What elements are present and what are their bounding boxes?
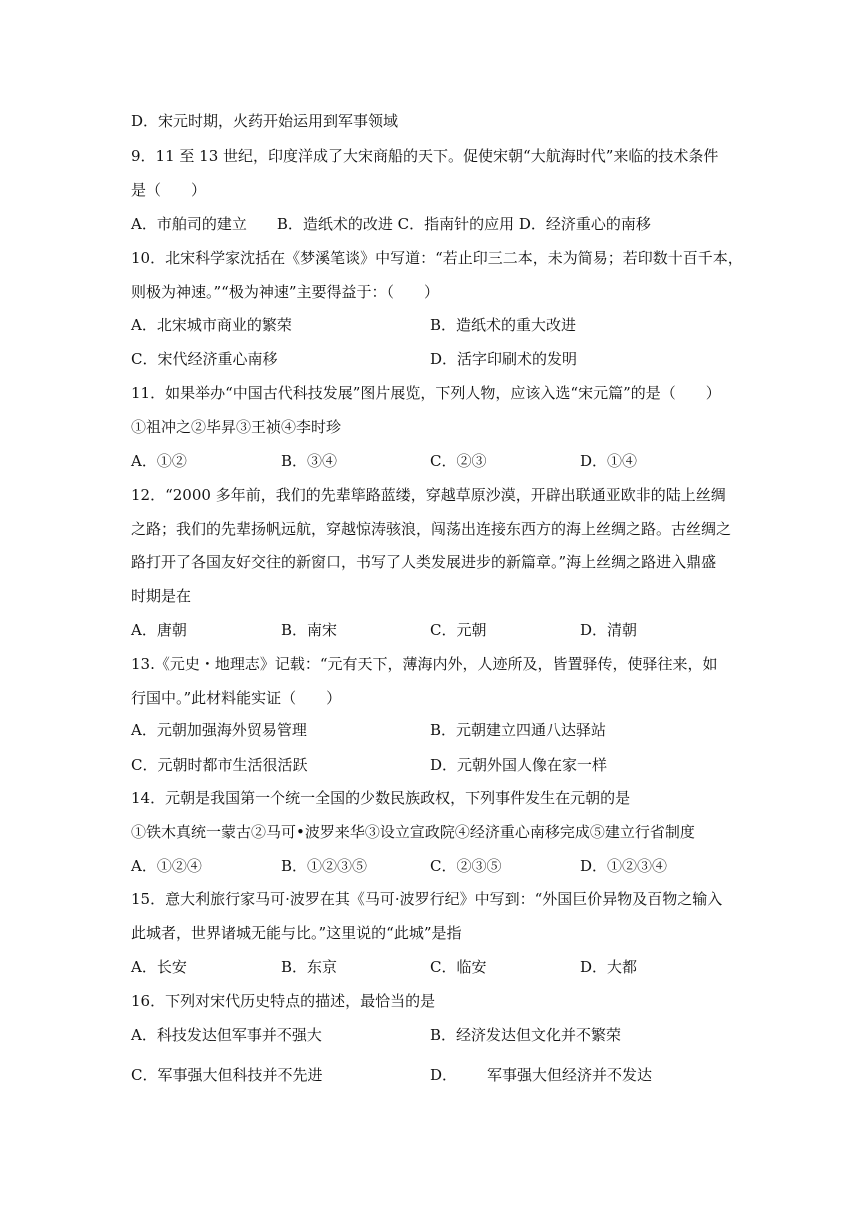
q10-option-b: B．造纸术的重大改进 — [430, 316, 577, 334]
q13-stem-line-1: 13.《元史・地理志》记载：“元有天下，薄海内外，人迹所及，皆置驿传，使驿往来，如 — [131, 655, 718, 673]
q9-stem-line-1: 9．11 至 13 世纪，印度洋成了大宋商船的天下。促使宋朝“大航海时代”来临的技术条件 — [131, 147, 719, 165]
q11-stem: 11．如果举办“中国古代科技发展”图片展览，下列人物，应该入选“宋元篇”的是（ ） — [131, 384, 721, 402]
q12-option-c: C．元朝 — [430, 621, 487, 639]
q13-option-d: D．元朝外国人像在家一样 — [430, 756, 608, 774]
q12-option-a: A．唐朝 — [131, 621, 187, 639]
q12-stem-line-3: 路打开了各国友好交往的新窗口，书写了人类发展进步的新篇章。”海上丝绸之路进入鼎盛 — [131, 553, 717, 571]
q14-option-d: D．①②③④ — [580, 857, 668, 875]
q16-option-b: B．经济发达但文化并不繁荣 — [430, 1026, 622, 1044]
q14-items: ①铁木真统一蒙古②马可•波罗来华③设立宣政院④经济重心南移完成⑤建立行省制度 — [131, 823, 695, 841]
q10-option-c: C．宋代经济重心南移 — [131, 350, 278, 368]
q11-option-b: B．③④ — [281, 452, 338, 470]
q9-options: A．市舶司的建立 B．造纸术的改进 C．指南针的应用 D．经济重心的南移 — [131, 215, 651, 233]
q16-stem: 16．下列对宋代历史特点的描述，最恰当的是 — [131, 992, 436, 1010]
q10-stem-line-2: 则极为神速。”“极为神速”主要得益于：（ ） — [131, 283, 440, 301]
q16-option-c: C．军事强大但科技并不先进 — [131, 1066, 323, 1084]
q16-option-d-label: D． — [430, 1066, 458, 1084]
q16-option-a: A．科技发达但军事并不强大 — [131, 1026, 322, 1044]
q11-option-a: A．①② — [131, 452, 187, 470]
q15-option-a: A．长安 — [131, 958, 187, 976]
q9-stem-line-2: 是（ ） — [131, 181, 207, 199]
q13-option-a: A．元朝加强海外贸易管理 — [131, 721, 307, 739]
q12-option-b: B．南宋 — [281, 621, 338, 639]
q14-option-c: C．②③⑤ — [430, 857, 502, 875]
q10-option-d: D．活字印刷术的发明 — [430, 350, 578, 368]
q12-stem-line-1: 12．“2000 多年前，我们的先辈筚路蓝缕，穿越草原沙漠，开辟出联通亚欧非的陆上丝绸 — [131, 486, 726, 504]
q13-stem-line-2: 行国中。”此材料能实证（ ） — [131, 689, 342, 707]
q11-option-c: C．②③ — [430, 452, 487, 470]
q11-option-d: D．①④ — [580, 452, 638, 470]
q15-option-b: B．东京 — [281, 958, 338, 976]
q15-option-d: D．大都 — [580, 958, 638, 976]
q14-stem: 14．元朝是我国第一个统一全国的少数民族政权，下列事件发生在元朝的是 — [131, 789, 631, 807]
q15-stem-line-1: 15．意大利旅行家马可·波罗在其《马可·波罗行纪》中写到：“外国巨价异物及百物之输入 — [131, 890, 723, 908]
q15-stem-line-2: 此城者，世界诸城无能与比。”这里说的“此城”是指 — [131, 924, 462, 942]
q13-option-b: B．元朝建立四通八达驿站 — [430, 721, 607, 739]
q14-option-b: B．①②③⑤ — [281, 857, 368, 875]
q14-option-a: A．①②④ — [131, 857, 202, 875]
q15-option-c: C．临安 — [430, 958, 487, 976]
q11-items: ①祖冲之②毕昇③王祯④李时珍 — [131, 418, 342, 436]
q12-stem-line-2: 之路；我们的先辈扬帆远航，穿越惊涛骇浪，闯荡出连接东西方的海上丝绸之路。古丝绸之 — [131, 520, 732, 538]
q8-option-d: D．宋元时期，火药开始运用到军事领域 — [131, 112, 399, 130]
q12-option-d: D．清朝 — [580, 621, 638, 639]
q13-option-c: C．元朝时都市生活很活跃 — [131, 756, 308, 774]
q12-stem-line-4: 时期是在 — [131, 587, 192, 605]
q10-stem-line-1: 10．北宋科学家沈括在《梦溪笔谈》中写道：“若止印三二本，未为简易；若印数十百千本， — [131, 249, 743, 267]
q16-option-d-text: 军事强大但经济并不发达 — [487, 1066, 653, 1084]
q10-option-a: A．北宋城市商业的繁荣 — [131, 316, 292, 334]
